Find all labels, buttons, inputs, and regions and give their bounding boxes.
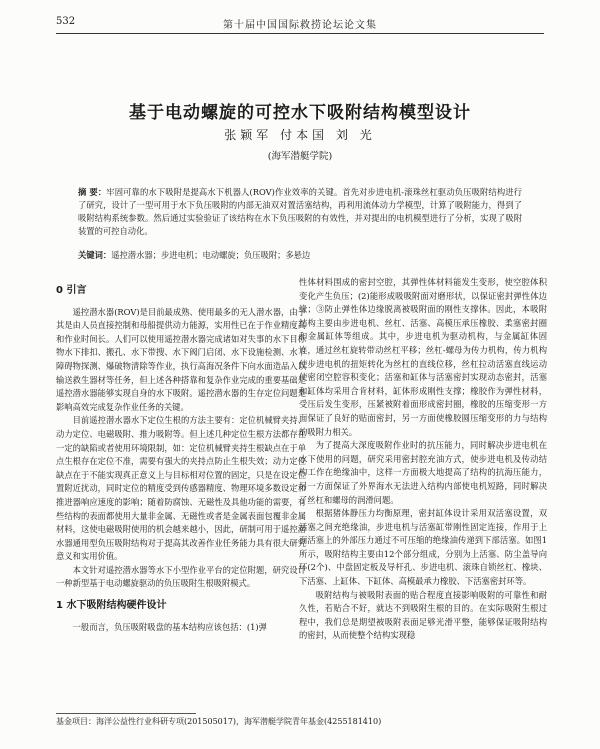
paragraph: 遥控潜水器(ROV)是目前最成熟、使用最多的无人潜水器，由于其是由人员直接控制和母船提供动力能源，实用性已在于作业精度高和作业时间长。人们可以使用遥控潜水器完成诸如对失事的水下目标物水下排扣、搬孔、水下带搜、水下阀门启闭、水下设施检测、水下障碍物探测、爆破物清除等作业，执行高海况条件下向水面造品入以输送救生器材等任务，但上述各种搭靠和复杂作业完成的重要基础是遥控潜水器能够实现自身的水下吸附。遥控潜水器的生存定位问题是影响高效完成复杂作业任务的关键。 <box>56 306 306 412</box>
running-title: 第十届中国国际救捞论坛论文集 <box>223 20 377 31</box>
paragraph: 一般而言，负压吸附吸盘的基本结构应该包括：(1)弹 <box>72 621 267 632</box>
page-number: 532 <box>56 16 76 27</box>
paper-authors: 张颖军 付本国 刘 光 <box>224 128 376 142</box>
abstract-text: 牢固可靠的水下吸附是提高水下机器人(ROV)作业效率的关键。首先对步进电机-滚珠丝杠驱动负压吸附结构进行了研究，设计了一型可用于水下负压吸附的内部无油双对置活塞结构，再利用流体动力学模型，计算了吸附能力，得到了吸附结构系统参数。然后通过实验验证了该结构在水下负压吸附的有效性，并对提出的电机模型进行了分析，实现了吸附装置的可控自动化。 <box>78 187 522 236</box>
paragraph: 本文针对遥控潜水器等水下小型作业平台的定位附题，研究设计一种新型基于电动螺旋驱动的负压吸附生根吸附模式。 <box>56 564 306 589</box>
paragraph: 性体材料围成的密封空腔，其弹性体材料能发生变形，使空腔体积变化产生负压；(2)能形成吸吸附面对磨形状，以保证密封弹性体边缘；③防止弹性体边缘脱离被吸附面的刚性支撑体。因此，本吸附结构主要由步进电机、丝杠、活塞、高模压承压橡胶、柔塞密封圈和金属缸体等组成。其中，步进电机为驱动机构，与金属缸体固连，通过丝杠旋转带动丝杠平移；丝杠-螺母为传力机构，传力机构使步进电机的扭矩转化为丝杠的直线位移，丝杠拉动活塞直线运动使密闭空腔容积变化；活塞和缸体与活塞密封实现动态密封，活塞和缸体均采用合肯材料，缸体形成刚性支撑；橡胶作为弹性材料，受压后发生变形，压紧被附着面形成密封圈，橡胶的压缩变形一方面保证了良好的贴面密封，另一方面使橡胶圆压缩变形的力与结构的吸附力相关。 <box>299 277 547 437</box>
paragraph: 为了提高大深度吸附作业时的抗压能力，同时解决步进电机在水下使用的问题，研究采用密封腔充油方式，使步进电机及传动结构工作在绝缘油中，这样一方面极大地提高了结构的抗海压能力，另一方面保证了外界海水无法进入结构内部使电机短路，同时解决了丝杠和螺母的润滑问题。 <box>299 440 547 505</box>
header-rule <box>56 33 544 34</box>
paper-title: 基于电动螺旋的可控水下吸附结构模型设计 <box>129 103 471 123</box>
right-column <box>299 276 547 643</box>
paper-affiliation: (海军潜艇学院) <box>267 151 333 162</box>
keywords-text: 遥控潜水器；步进电机；电动螺旋；负压吸附；多悬边 <box>111 250 311 260</box>
footnote-rule <box>56 713 196 714</box>
paragraph: 根据猪体静压力均衡原理，密封缸体设计采用双活塞设置，双活塞之间充绝缘油，步进电机与活塞缸带刚性固定连接，作用于上面活塞上的外部压力通过不可压缩的绝缘油传递到下部活塞。如图1所示，吸附结构主要由12个部分组成，分别为上活塞、防尘盖导向环(2个)、中盘固定板及导杆孔、步进电机、滚珠自锁丝杠、橡块、下活塞、上缸体、下缸体、高模最承力橡胶、下活塞密封环等。 <box>299 508 547 587</box>
left-column <box>56 276 306 634</box>
footnote: 基金项目：海洋公益性行业科研专项(201505017)，海军潜艇学院青年基金(4255181410) <box>56 717 382 726</box>
keywords <box>78 249 522 261</box>
section-heading-intro: 0 引言 <box>56 285 87 296</box>
section-heading-1: 1 水下吸附结构硬件设计 <box>56 600 167 612</box>
keywords-label: 关键词： <box>78 250 112 260</box>
abstract <box>78 186 522 238</box>
paragraph: 吸附结构与被吸附表面的贴合程度直接影响吸附的可靠性和耐久性，若贴合不好，就达不到吸附生根的目的。在实际吸附生根过程中，我们总是期望被吸附表面足够光滑平整，能够保证吸附结构的密封，从而使整个结构实现稳 <box>299 589 547 641</box>
page-header <box>0 0 600 40</box>
abstract-label: 摘 要： <box>78 187 107 197</box>
paragraph: 目前遥控潜水器水下定位生根的方法主要有：定位机械臂夹持、动力定位、电磁吸附、推力吸附等。但上述几种定位生根方法都存在一定的缺陷或者使用环境限制，如：定位机械臂夹持生根缺点在于单点生根存在定位不准，需要有强大的夹持点防止生根失效；动力定位缺点在于不能实现真正意义上与目标相对位置的固定，只是在设定位置附近扰动，同时定位的精度受到传感器精度、物理环境多数设定和推进器响应速度的影响；随着防腐蚀、无磁性及具他功能的需要，有些结构的表面都使用大量非金属、无磁性或者是金属表面包覆非金属材料，这使电磁吸附使用的机会越来越小，因此，研制可用于遥控潜水器通用型负压吸附结构对于提高其改善作业任务能力具有很大研究意义和实用价值。 <box>56 415 306 562</box>
